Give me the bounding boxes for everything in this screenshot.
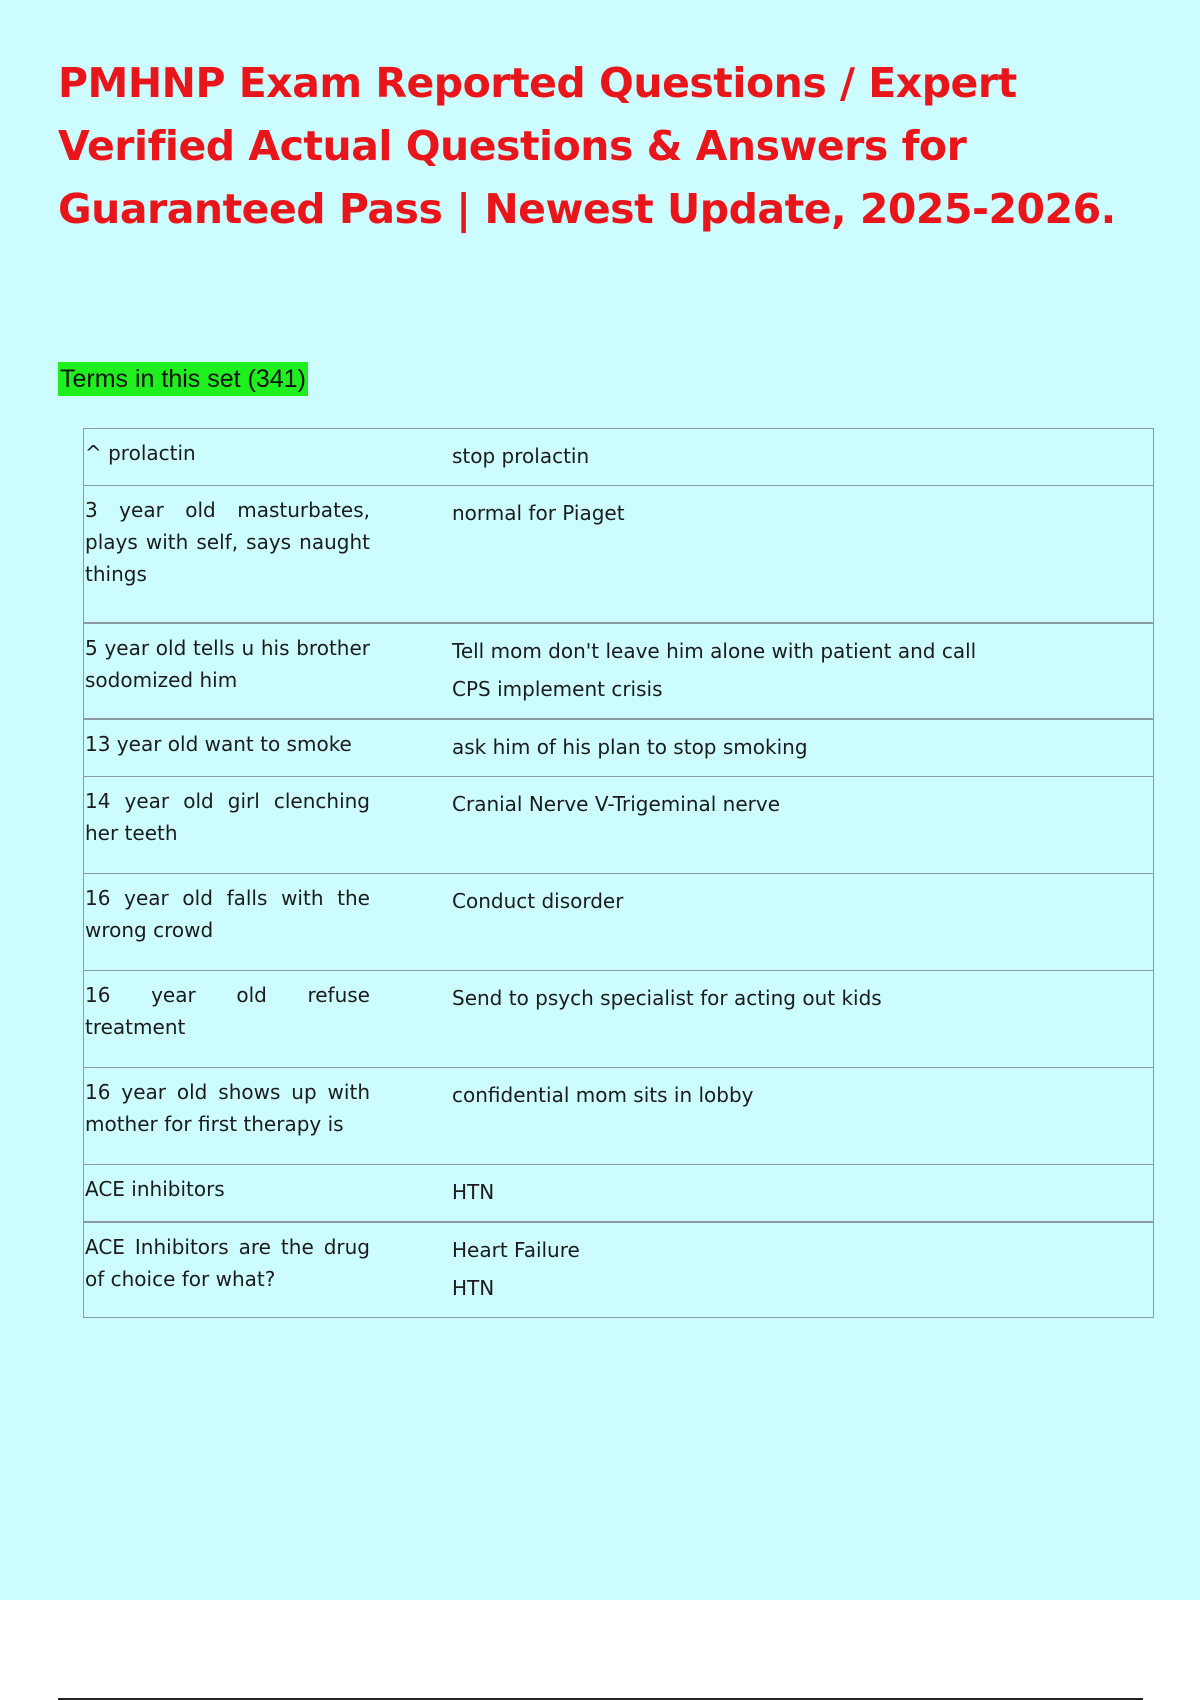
definition-text: stop prolactin (452, 444, 590, 468)
table-row (84, 971, 1154, 1068)
term-text: ^ prolactin (85, 441, 196, 465)
table-row (84, 429, 1154, 486)
term-text: 13 year old want to smoke (85, 731, 352, 756)
terms-table (83, 428, 1154, 1318)
table-row (84, 623, 1154, 719)
term-text: 16 year old refuse treatment (85, 983, 370, 1039)
definition-text: HTN (452, 1180, 495, 1204)
definition-text: Heart Failure HTN (452, 1237, 580, 1300)
definition-text: normal for Piaget (452, 501, 625, 525)
term-text: 16 year old falls with the wrong crowd (85, 886, 370, 942)
table-row (84, 1222, 1154, 1318)
document-title: PMHNP Exam Reported Questions / Expert Verified Actual Questions & Answers for Guaranteed Pass | Newest Update, 2025-2026. (58, 59, 1116, 233)
table-row (84, 719, 1154, 777)
definition-text: Conduct disorder (452, 889, 624, 913)
term-text: 14 year old girl clenching her teeth (85, 789, 370, 845)
term-text: ACE Inhibitors are the drug of choice for what? (85, 1234, 370, 1291)
term-text: 3 year old masturbates, plays with self, says naught things (85, 498, 370, 586)
table-row (84, 1165, 1154, 1222)
table-row (84, 1068, 1154, 1165)
term-text: ACE inhibitors (85, 1177, 225, 1201)
table-row (84, 874, 1154, 971)
definition-text: Cranial Nerve V-Trigeminal nerve (452, 792, 781, 816)
table-row (84, 777, 1154, 874)
definition-text: ask him of his plan to stop smoking (452, 734, 808, 759)
term-text: 5 year old tells u his brother sodomized him (85, 635, 370, 692)
definition-text: Tell mom don't leave him alone with patient and call CPS implement crisis (452, 638, 977, 701)
table-row (84, 486, 1154, 623)
term-text: 16 year old shows up with mother for first therapy is (85, 1080, 370, 1136)
definition-text: confidential mom sits in lobby (452, 1083, 754, 1107)
terms-count-label: Terms in this set (341) (58, 362, 308, 396)
definition-text: Send to psych specialist for acting out kids (452, 986, 882, 1010)
